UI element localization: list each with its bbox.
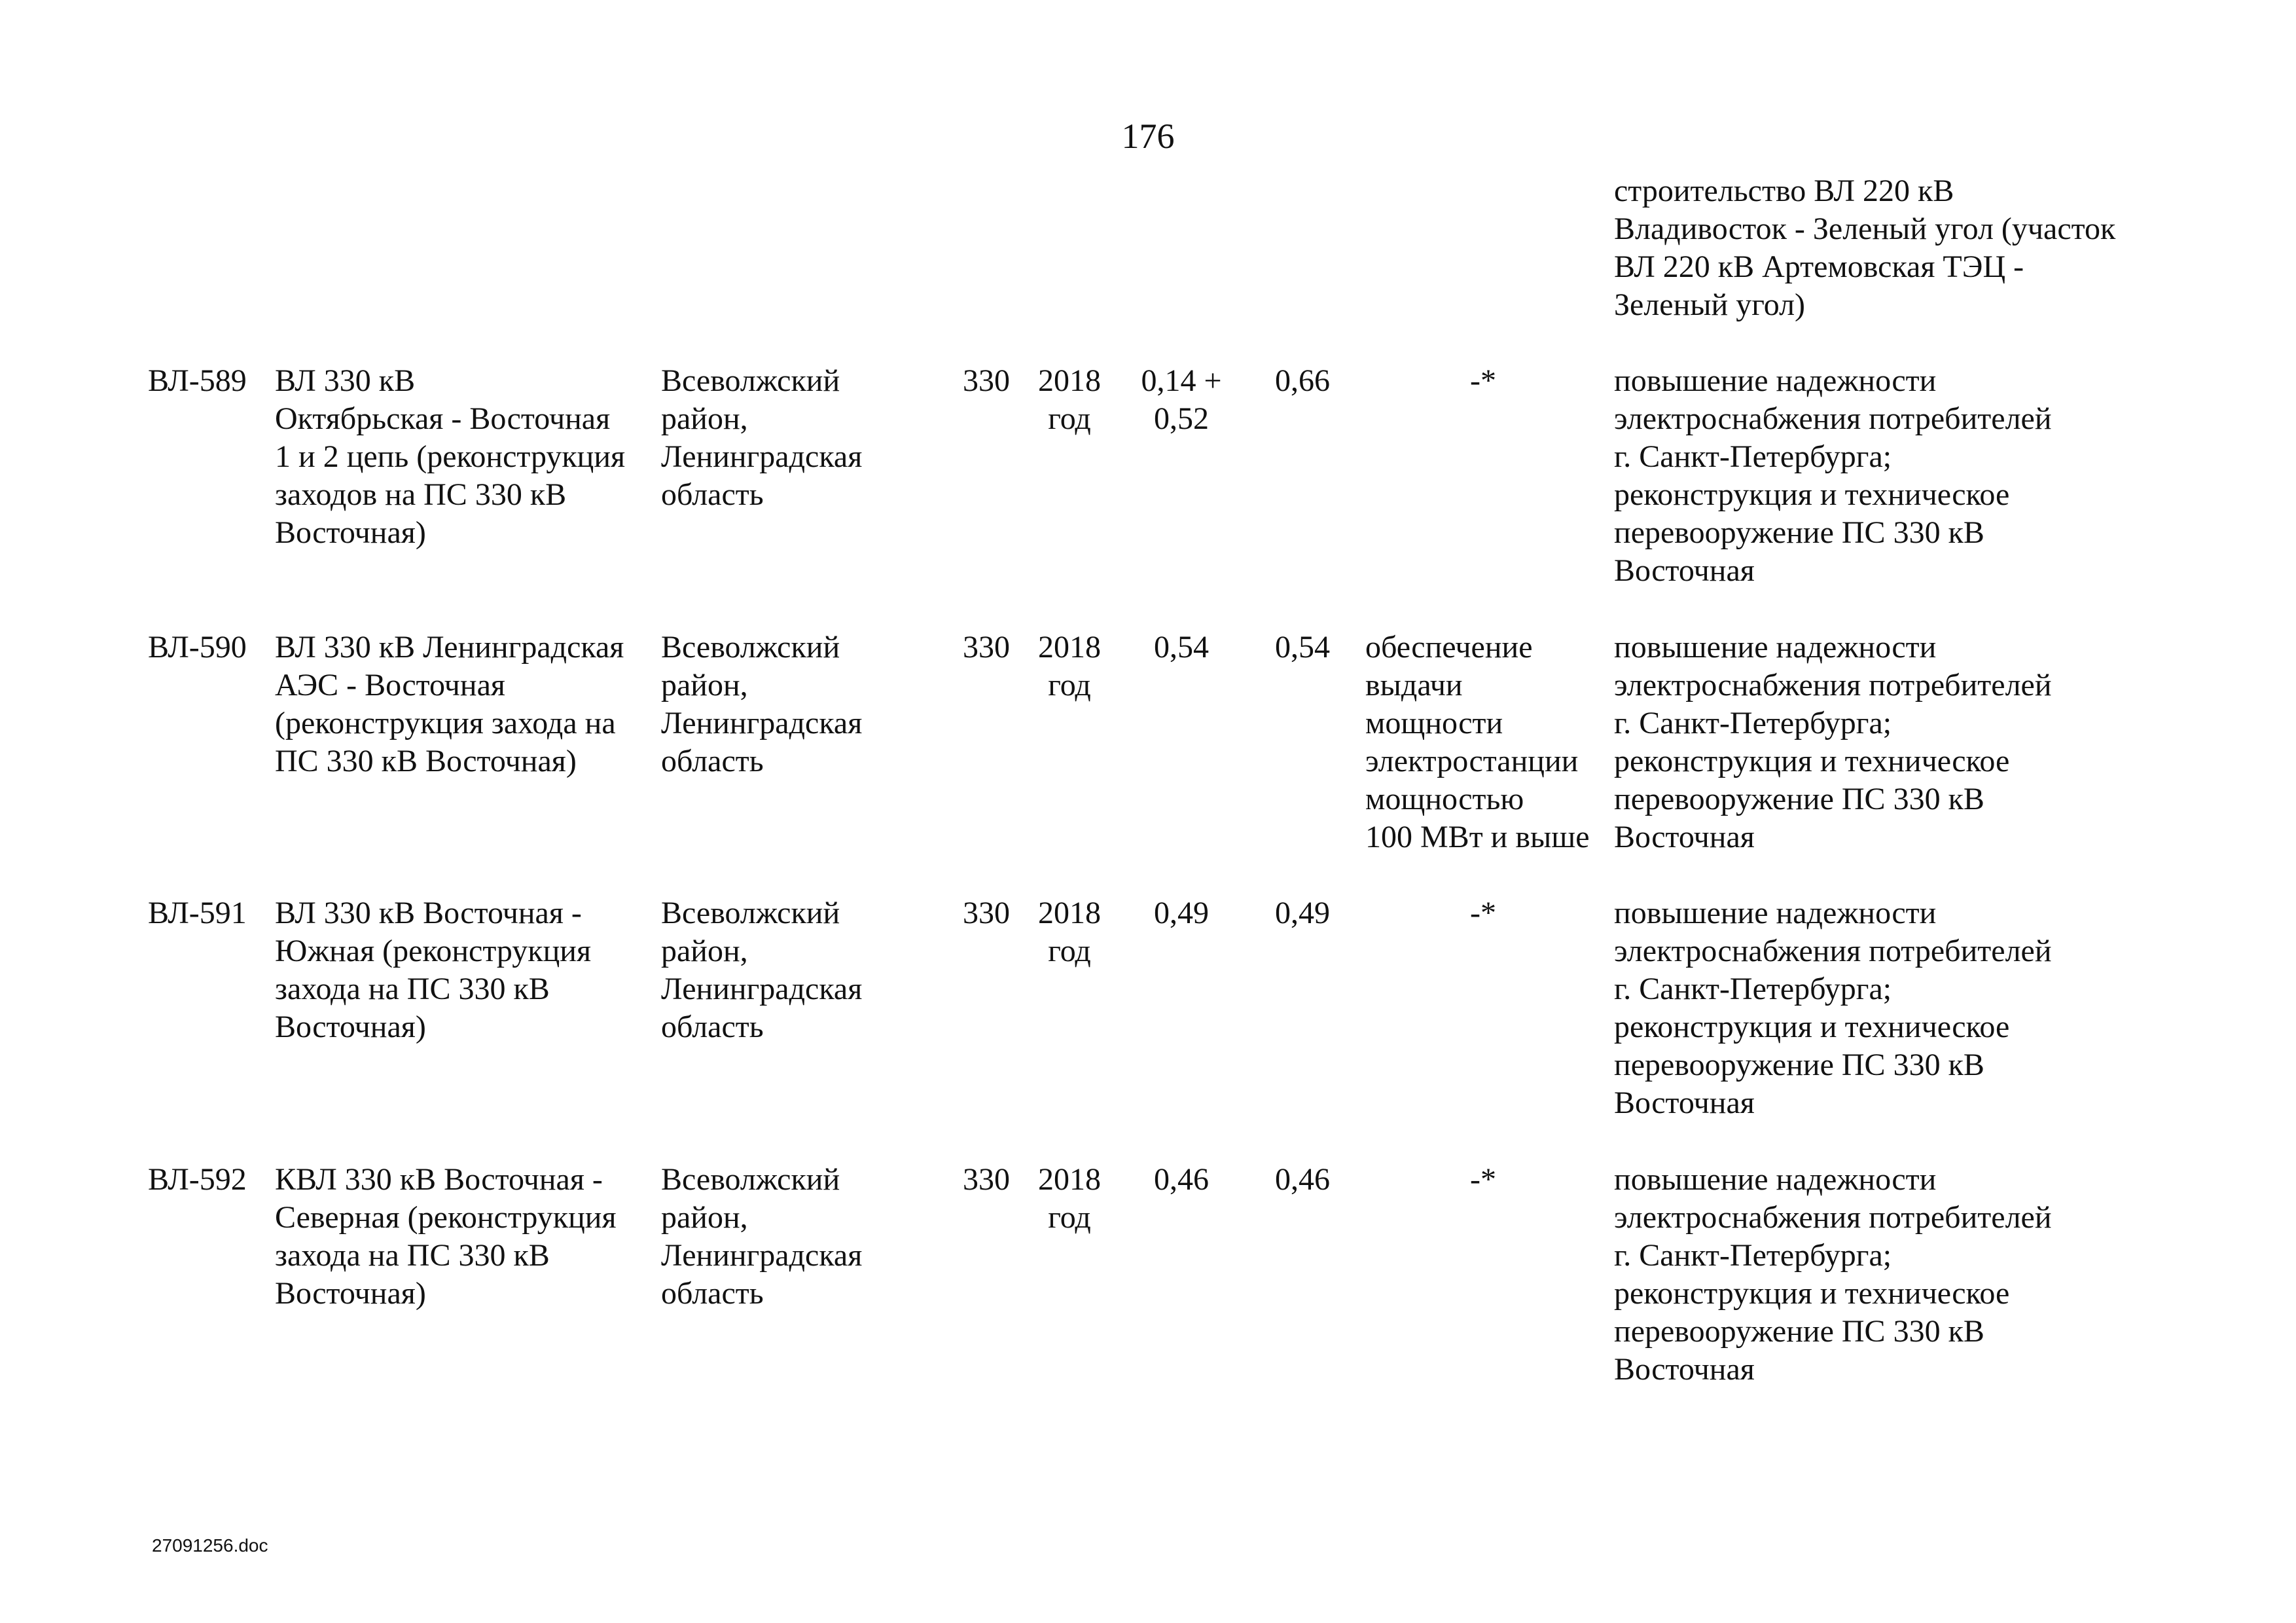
year: 2018 год [1038,1162,1101,1235]
line-name: ВЛ 330 кВ Октябрьская - Восточная 1 и 2 цепь (реконструкция заходов на ПС 330 кВ Восточная) [275,363,626,550]
line-code: ВЛ-590 [148,630,247,665]
purpose: -* [1470,363,1496,398]
location: Всеволжский район, Ленинградская область [661,1162,863,1311]
voltage: 330 [963,363,1010,398]
voltage: 330 [963,630,1010,665]
document-filename: 27091256.doc [152,1535,268,1556]
purpose: обеспечение выдачи мощности электростанции мощностью 100 МВт и выше [1365,630,1590,854]
continuation-text: строительство ВЛ 220 кВ Владивосток - Зеленый угол (участок ВЛ 220 кВ Артемовская ТЭЦ - Зеленый угол) [1614,173,2116,322]
length-2: 0,46 [1275,1162,1330,1197]
line-name: ВЛ 330 кВ Восточная - Южная (реконструкция захода на ПС 330 кВ Восточная) [275,896,592,1044]
line-code: ВЛ-592 [148,1162,247,1197]
length-1: 0,54 [1154,630,1209,665]
line-code: ВЛ-589 [148,363,247,398]
purpose: -* [1470,1162,1496,1197]
year: 2018 год [1038,363,1101,436]
voltage: 330 [963,1162,1010,1197]
purpose: -* [1470,896,1496,930]
goal: повышение надежности электроснабжения потребителей г. Санкт-Петербурга; реконструкция и техническое перевооружение ПС 330 кВ Восточная [1614,896,2052,1120]
goal: повышение надежности электроснабжения потребителей г. Санкт-Петербурга; реконструкция и техническое перевооружение ПС 330 кВ Восточная [1614,363,2052,588]
line-name: ВЛ 330 кВ Ленинградская АЭС - Восточная (реконструкция захода на ПС 330 кВ Восточная) [275,630,624,778]
voltage: 330 [963,896,1010,930]
length-2: 0,49 [1275,896,1330,930]
length-2: 0,54 [1275,630,1330,665]
line-name: КВЛ 330 кВ Восточная - Северная (реконструкция захода на ПС 330 кВ Восточная) [275,1162,617,1311]
location: Всеволжский район, Ленинградская область [661,630,863,778]
length-1: 0,46 [1154,1162,1209,1197]
location: Всеволжский район, Ленинградская область [661,896,863,1044]
goal: повышение надежности электроснабжения потребителей г. Санкт-Петербурга; реконструкция и техническое перевооружение ПС 330 кВ Восточная [1614,630,2052,854]
year: 2018 год [1038,630,1101,702]
length-1: 0,14 + 0,52 [1141,363,1222,436]
goal: повышение надежности электроснабжения потребителей г. Санкт-Петербурга; реконструкция и техническое перевооружение ПС 330 кВ Восточная [1614,1162,2052,1387]
page-number: 176 [1121,117,1175,156]
year: 2018 год [1038,896,1101,968]
location: Всеволжский район, Ленинградская область [661,363,863,512]
length-1: 0,49 [1154,896,1209,930]
length-2: 0,66 [1275,363,1330,398]
line-code: ВЛ-591 [148,896,247,930]
